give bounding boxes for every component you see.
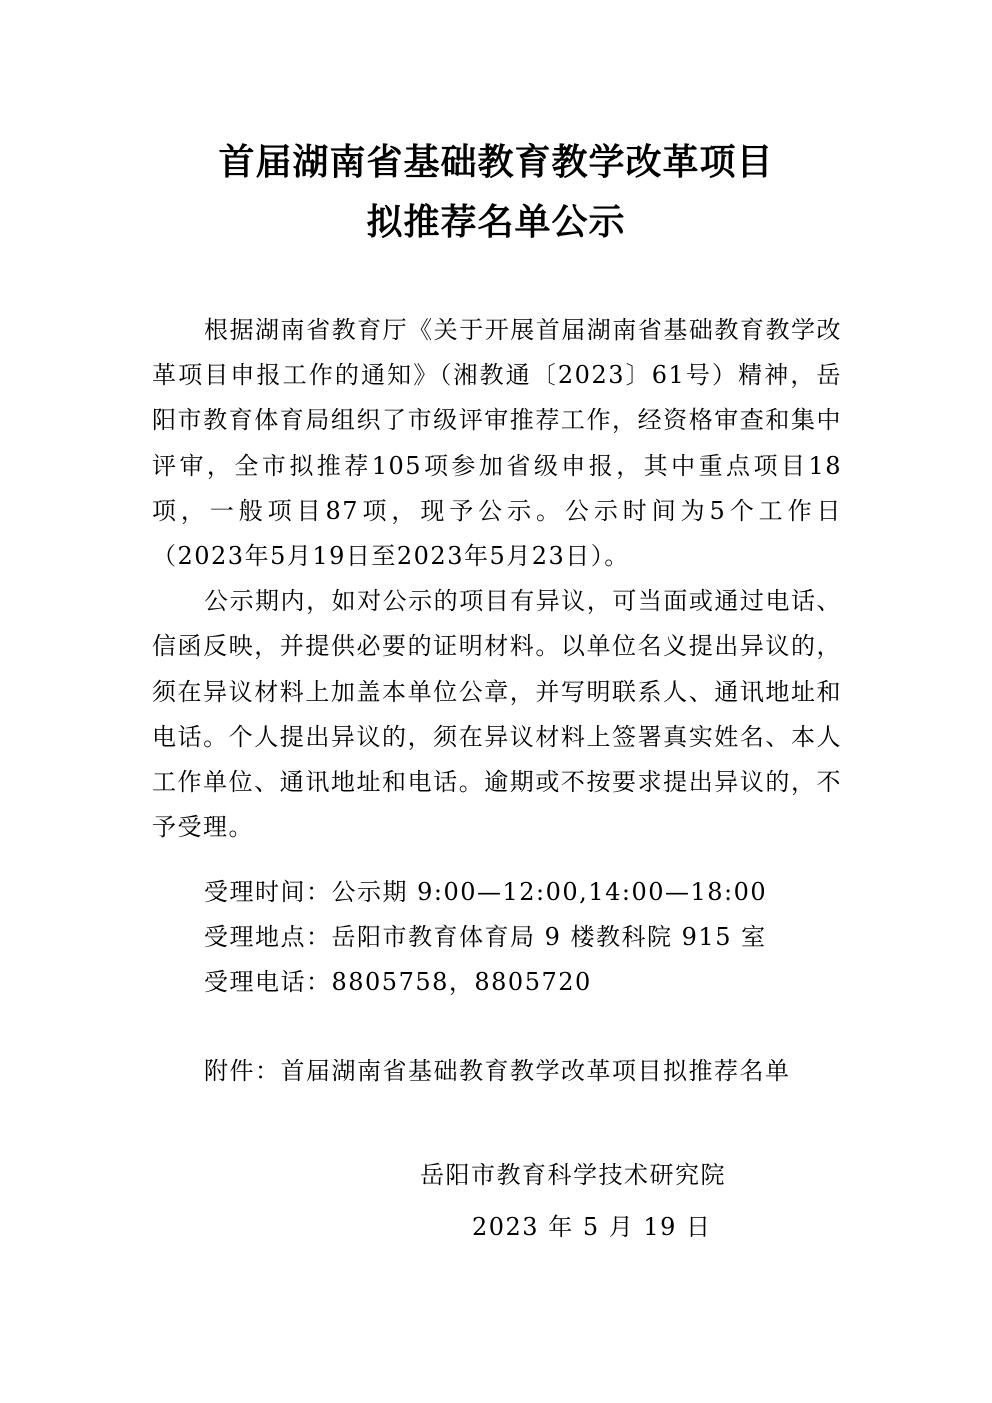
signature-organization: 岳阳市教育科学技术研究院: [420, 1161, 726, 1189]
document-title-line1: 首届湖南省基础教育教学改革项目: [218, 142, 774, 183]
contact-phone: 受理电话：8805758，8805720: [204, 968, 592, 996]
document-title-line2: 拟推荐名单公示: [366, 202, 626, 243]
paragraph-objection-rules: 公示期内，如对公示的项目有异议，可当面或通过电话、信函反映，并提供必要的证明材料。以单位名义提出异议的，须在异议材料上加盖本单位公章，并写明联系人、通讯地址和电话。个人提出异议的，须在异议材料上签署真实姓名、本人工作单位、通讯地址和电话。逾期或不按要求提出异议的，不予受理。: [152, 587, 842, 842]
contact-place: 受理地点：岳阳市教育体育局 9 楼教科院 915 室: [204, 923, 767, 951]
attachment-note: 附件：首届湖南省基础教育教学改革项目拟推荐名单: [204, 1057, 791, 1085]
document-body: [152, 308, 842, 850]
paragraph-announcement: 根据湖南省教育厅《关于开展首届湖南省基础教育教学改革项目申报工作的通知》（湘教通〔2023〕61号）精神，岳阳市教育体育局组织了市级评审推荐工作，经资格审查和集中评审，全市拟推荐105项参加省级申报，其中重点项目18项，一般项目87项，现予公示。公示时间为5个工作日（2023年5月19日至2023年5月23日）。: [152, 316, 842, 571]
signature-date: 2023 年 5 月 19 日: [472, 1213, 712, 1241]
contact-time: 受理时间：公示期 9:00—12:00,14:00—18:00: [204, 878, 768, 906]
